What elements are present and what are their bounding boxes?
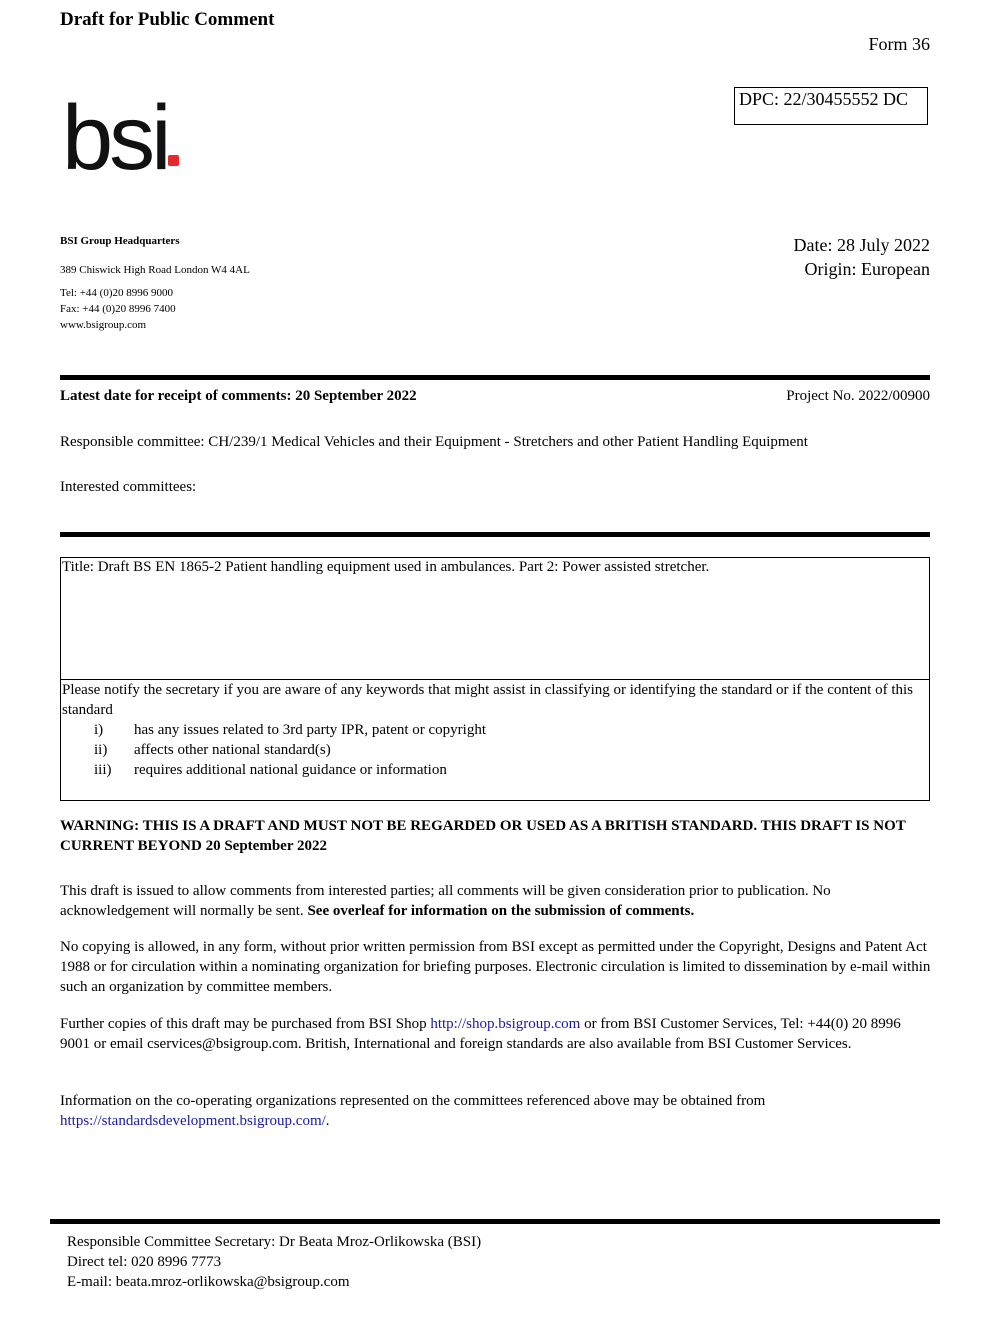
- hq-web: www.bsigroup.com: [60, 319, 147, 331]
- list-item: [62, 740, 929, 760]
- list-item-number: ii): [94, 742, 108, 758]
- paragraph-text: Further copies of this draft may be purchased from BSI Shop: [60, 1016, 431, 1032]
- document-title: Title: Draft BS EN 1865-2 Patient handling equipment used in ambulances. Part 2: Power assisted stretcher.: [62, 559, 710, 575]
- standards-development-link[interactable]: https://standardsdevelopment.bsigroup.com/: [60, 1113, 326, 1129]
- list-item-text: requires additional national guidance or information: [134, 762, 447, 778]
- footer-rule: [50, 1219, 940, 1224]
- hq-fax: Fax: +44 (0)20 8996 7400: [60, 303, 176, 315]
- latest-comment-date: Latest date for receipt of comments: 20 September 2022: [60, 388, 417, 404]
- date-origin-block: [794, 233, 931, 281]
- overleaf-note: See overleaf for information on the submission of comments.: [307, 903, 695, 919]
- logo-dot: [168, 155, 179, 166]
- paragraph-text: This draft is issued to allow comments from interested parties; all comments will be given consideration prior to publication. No acknowledgement will normally be sent.: [60, 883, 831, 919]
- origin: Origin: European: [804, 259, 930, 279]
- logo-wordmark: bsi: [62, 87, 168, 189]
- dpc-reference-box: DPC: 22/30455552 DC: [734, 87, 928, 125]
- divider-rule: [60, 532, 930, 537]
- list-item-text: affects other national standard(s): [134, 742, 331, 758]
- list-item-text: has any issues related to 3rd party IPR, patent or copyright: [134, 722, 487, 738]
- project-number: Project No. 2022/00900: [786, 388, 930, 404]
- form-number: Form 36: [868, 34, 930, 54]
- paragraph-copies: [60, 1014, 932, 1054]
- secretary-tel: Direct tel: 020 8996 7773: [67, 1254, 222, 1270]
- committee-secretary: Responsible Committee Secretary: Dr Beata Mroz-Orlikowska (BSI): [67, 1234, 482, 1250]
- hq-name: BSI Group Headquarters: [60, 235, 180, 247]
- notify-box: [60, 679, 930, 801]
- paragraph-text: .: [325, 1113, 330, 1129]
- secretary-email: E-mail: beata.mroz-orlikowska@bsigroup.com: [67, 1274, 350, 1290]
- bsi-shop-link[interactable]: http://shop.bsigroup.com: [430, 1016, 581, 1032]
- paragraph-comments: [60, 881, 932, 921]
- list-item-number: i): [94, 722, 104, 738]
- paragraph-text: Information on the co-operating organizations represented on the committees referenced above may be obtained from: [60, 1093, 766, 1109]
- title-box: [60, 557, 930, 680]
- draft-date: Date: 28 July 2022: [793, 235, 930, 255]
- list-item: [62, 760, 929, 780]
- divider-rule: [60, 375, 930, 380]
- bsi-logo: [62, 87, 192, 189]
- notify-intro: Please notify the secretary if you are aware of any keywords that might assist in classifying or identifying the standard or if the content of this standard: [62, 682, 914, 718]
- draft-warning: WARNING: THIS IS A DRAFT AND MUST NOT BE REGARDED OR USED AS A BRITISH STANDARD. THIS DRAFT IS NOT CURRENT BEYOND 20 September 2022: [60, 818, 906, 854]
- hq-address: 389 Chiswick High Road London W4 4AL: [60, 264, 250, 276]
- paragraph-organizations: [60, 1091, 932, 1131]
- hq-contact-block: [60, 233, 250, 333]
- responsible-committee: Responsible committee: CH/239/1 Medical Vehicles and their Equipment - Stretchers and other Patient Handling Equipment: [60, 434, 808, 450]
- hq-tel: Tel: +44 (0)20 8996 9000: [60, 287, 173, 299]
- list-item-number: iii): [94, 762, 112, 778]
- footer-contact: [67, 1232, 481, 1292]
- draft-heading: Draft for Public Comment: [60, 9, 275, 30]
- interested-committees: Interested committees:: [60, 479, 197, 495]
- paragraph-text: or from BSI Customer Services, Tel: +44(0) 20 8996 9001 or email cservices@bsigroup.com. British, International and foreign standards are also available from BSI Customer Services.: [60, 1016, 901, 1052]
- list-item: [62, 720, 929, 740]
- paragraph-copying: No copying is allowed, in any form, without prior written permission from BSI except as permitted under the Copyright, Designs and Patent Act 1988 or for circulation within a nominating organization for briefing purposes. Electronic circulation is limited to dissemination by e-mail within such an organization by committee members.: [60, 939, 931, 995]
